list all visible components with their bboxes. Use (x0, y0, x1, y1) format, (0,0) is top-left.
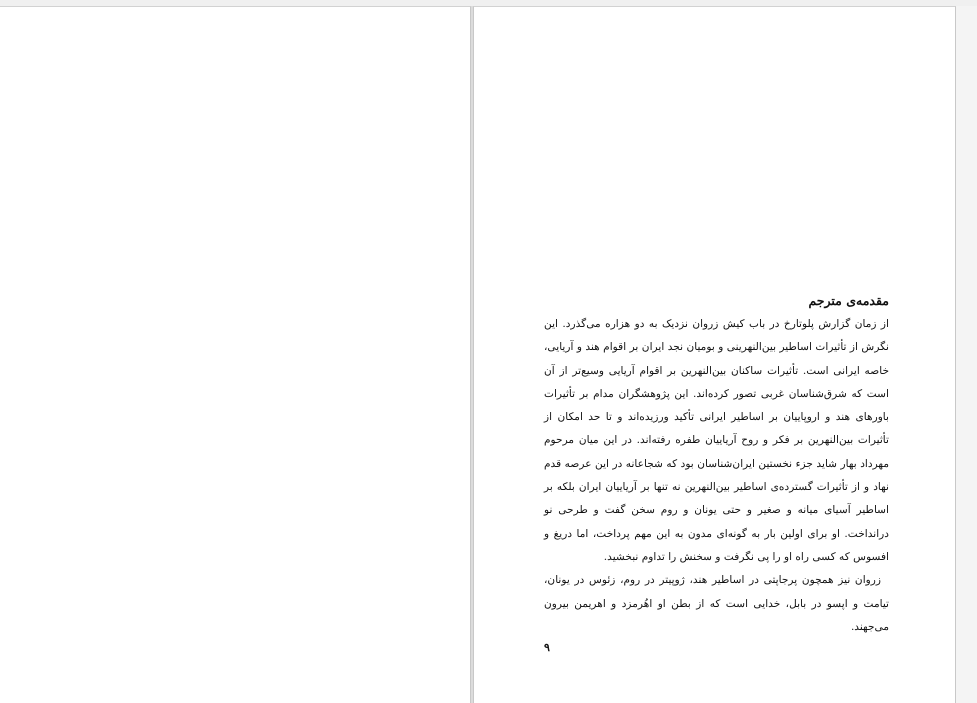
page-number: ۹ (544, 641, 550, 654)
page-text-block (544, 291, 889, 639)
paragraph-2: زروان نیز همچون پرجاپتی در اساطیر هند، ژوپیتر در روم، زئوس در یونان، تیامت و اپسو در بابل، خدایی است که از بطن او اهُرمزد و اهریمن بیرون می‌جهند. (544, 574, 889, 633)
scrollbar-track[interactable] (956, 6, 977, 703)
paragraph-1: از زمان گزارش پلوتارخ در باب کیش زروان نزدیک به دو هزاره می‌گذرد. این نگرش از تأثیرات اساطیر بین‌النهرینی و بومیان نجد ایران بر اقوام هند و آریایی، خاصه ایرانی است. تأثیرات ساکنان بین‌النهرین بر اقوام آریایی وسیع‌تر از آن است که شرق‌شناسان غربی تصور کرده‌اند. این پژوهشگران مدام بر تأثیرات باورهای هند و اروپاییان بر اساطیر ایرانی تأکید ورزیده‌اند و تا حد امکان از تأثیرات بین‌النهرین بر فکر و روح آریاییان طفره رفته‌اند. در این میان مرحوم مهرداد بهار شاید جزء نخستین ایران‌شناسان بود که شجاعانه در این عرصه قدم نهاد و از تأثیرات گسترده‌ی اساطیر بین‌النهرین نه تنها بر آریاییان ایران بلکه بر اساطیر آسیای میانه و صغیر و حتی یونان و روم سخن گفت و طرحی نو درانداخت. او برای اولین بار به گونه‌ای مدون به این مهم پرداخت، اما دریغ و افسوس که کسی راه او را پی نگرفت و سخنش را تداوم نبخشید. (544, 318, 889, 563)
left-blank-page (0, 6, 471, 703)
right-page (473, 6, 956, 703)
chapter-title: مقدمه‌ی مترجم (808, 293, 889, 308)
